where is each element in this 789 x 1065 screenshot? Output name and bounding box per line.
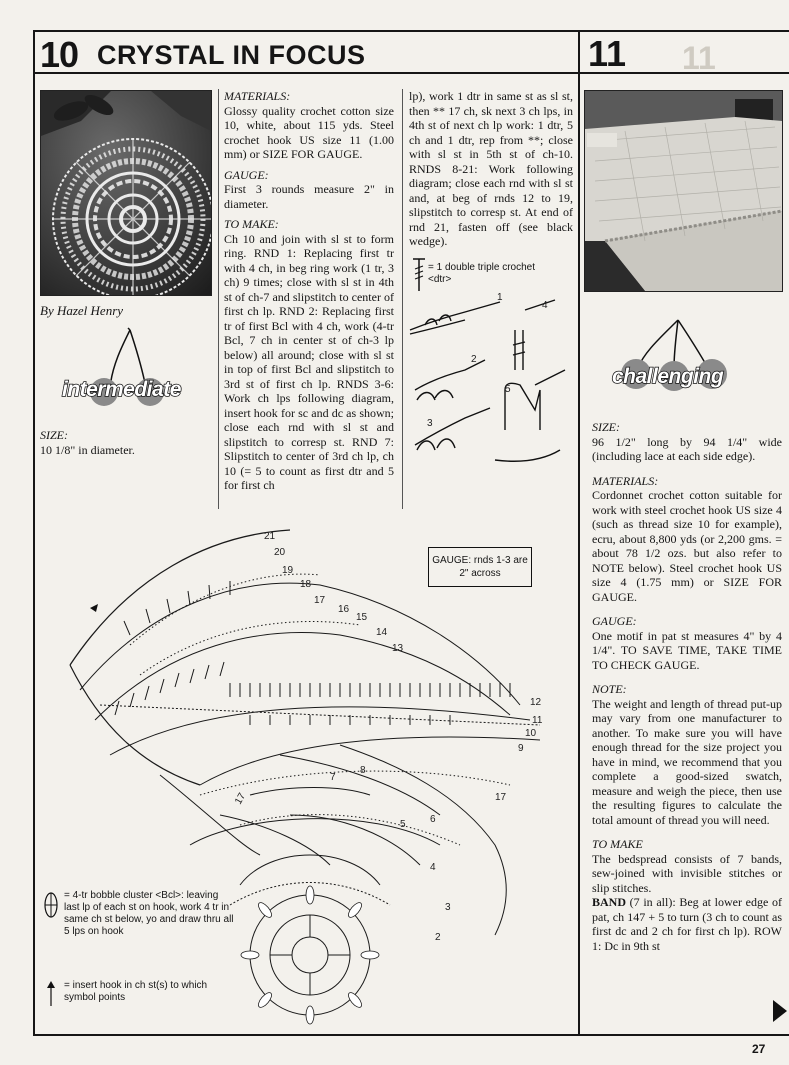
- gauge-heading: GAUGE:: [224, 167, 269, 182]
- legend-bobble: = 4-tr bobble cluster <Bcl>: leaving last lp of each st on hook, work 4 tr in same ch st below, yo and draw thru all 5 lps on hook: [64, 890, 234, 937]
- materials-text: Cordonnet crochet cotton suitable for work with steel crochet hook US size 4 (such as thread size 10 for example), ecru, about 8,800 yds (or 2,200 gms. = about 78 1/2 ozs. but also refer to NOTE below). Steel crochet hook US size 4 (1.75 mm) or SIZE FOR GAUGE.: [592, 488, 782, 604]
- byline: By Hazel Henry: [40, 303, 124, 318]
- bobble-cluster-icon: [42, 890, 60, 920]
- doily-size: [40, 428, 135, 457]
- instructions-continued: [409, 89, 573, 249]
- skill-level-badge: intermediate: [62, 378, 181, 401]
- tomake-heading: TO MAKE: [592, 837, 643, 851]
- step-label: 3: [427, 418, 433, 429]
- size-text: 96 1/2" long by 94 1/4" wide (including lace at each side edge).: [592, 434, 782, 463]
- round-label: 14: [376, 627, 388, 638]
- round-label: 19: [282, 565, 294, 576]
- round-label: 21: [264, 531, 276, 542]
- materials-heading: MATERIALS:: [592, 473, 659, 488]
- size-text: 10 1/8" in diameter.: [40, 442, 135, 457]
- round-label: 17: [314, 595, 326, 606]
- materials-heading: MATERIALS:: [224, 89, 291, 103]
- continued-text: lp), work 1 dtr in same st as sl st, then ** 17 ch, sk next 3 ch lps, in 4th st of next ch lp work: 1 dtr, 5 ch and 1 dtr, rep from **; close with sl st in 5th st of ch-10. RNDS 8-21: Work following diagram; close each rnd with sl st and, at beg of rnds 12 to 19, slipstitch to corresp st. At end of rnd 21, fasten off (see black wedge).: [409, 89, 573, 248]
- round-label: 20: [274, 547, 286, 558]
- continue-arrow-icon: [773, 1000, 787, 1022]
- materials-text: Glossy quality crochet cotton size 10, white, about 115 yds. Steel crochet hook US size 11 (1.00 mm) or SIZE FOR GAUGE.: [224, 103, 394, 161]
- round-label: 17: [233, 791, 249, 807]
- gauge-text: One motif in pat st measures 4" by 4 1/4". TO SAVE TIME, TAKE TIME TO CHECK GAUGE.: [592, 628, 782, 672]
- round-label: 5: [400, 819, 406, 830]
- round-label: 18: [300, 579, 312, 590]
- insert-arrow-icon: [44, 980, 58, 1008]
- bedspread-photo: [584, 90, 783, 292]
- size-heading: SIZE:: [592, 420, 620, 434]
- project-number-left: 10: [40, 34, 79, 75]
- show-through-number: 11: [682, 40, 716, 76]
- note-heading: NOTE:: [592, 682, 627, 696]
- legend-insert: = insert hook in ch st(s) to which symbol points: [64, 980, 208, 1003]
- crochet-chart: [40, 515, 575, 1035]
- round-label: 8: [360, 765, 366, 776]
- gauge-text: First 3 rounds measure 2" in diameter.: [224, 182, 394, 211]
- page-title: CRYSTAL IN FOCUS: [97, 40, 366, 70]
- round-label: 12: [530, 697, 542, 708]
- column-rule: [402, 89, 403, 509]
- round-label: 9: [518, 743, 524, 754]
- step-label: 4: [542, 300, 548, 311]
- round-label: 4: [430, 862, 436, 873]
- legend-dtr: = 1 double triple crochet <dtr>: [428, 262, 536, 285]
- round-label: 11: [532, 715, 543, 726]
- round-label: 7: [330, 772, 336, 783]
- step-label: 1: [497, 292, 503, 303]
- dtr-symbol-icon: [410, 257, 428, 293]
- round-label: 13: [392, 643, 404, 654]
- round-label: 17: [495, 792, 507, 803]
- round-label: 15: [356, 612, 368, 623]
- band-label: BAND: [592, 895, 627, 909]
- doily-photo: [40, 90, 212, 296]
- round-label: 2: [435, 932, 441, 943]
- round-label: 6: [430, 814, 436, 825]
- band-paragraph: [592, 895, 782, 953]
- tomake-heading: TO MAKE:: [224, 217, 279, 231]
- tomake-text: The bedspread consists of 7 bands, sew-joined with invisible stitches or slip stitches.: [592, 851, 782, 895]
- round-label: 3: [445, 902, 451, 913]
- bedspread-instructions: [592, 420, 782, 1032]
- tomake-text: Ch 10 and join with sl st to form ring. RND 1: Replacing first tr with 4 ch, in beg ring work (1 tr, 3 ch) 9 times; close with sl st in 4th st of ch-7 and slipstitch to center of first ch lp. RND 2: Replacing first tr of first Bcl with 4 ch, work (4-tr Bcl, 7 ch in center st of ch-3 lp below) all around; close with sl st in top of first Bcl and slipstitch to 3rd st of first ch lp. RNDS 3-6: Work ch lps following diagram, insert hook for sc and dc as shown; close each rnd with sl st and slipstitch to corresp st. RND 7: Slipstitch to center of 3rd ch lp, ch 10 (= 5 to count as first dtr and 5 for first ch: [224, 231, 394, 492]
- step-label: 5: [505, 384, 511, 395]
- step-label: 2: [471, 354, 477, 365]
- project-number-right: 11: [588, 33, 627, 74]
- gauge-heading: GAUGE:: [592, 614, 637, 628]
- instructions-column: [224, 89, 394, 514]
- column-rule: [218, 89, 219, 509]
- dtr-step-illustrations: [405, 290, 575, 470]
- gauge-box: GAUGE: rnds 1-3 are 2" across: [428, 547, 532, 587]
- note-text: The weight and length of thread put-up may vary from one manufacturer to another. To make sure you will have enough thread for the size project you have in mind, we recommend that you complete a good-sized swatch, measure and weigh the piece, then use the resulting figures to calculate the total amount of thread you will need.: [592, 696, 782, 827]
- column-divider: [578, 30, 580, 1036]
- round-label: 16: [338, 604, 350, 615]
- round-label: 10: [525, 728, 537, 739]
- size-heading: SIZE:: [40, 428, 68, 442]
- band-text: (7 in all): Beg at lower edge of pat, ch 147 + 5 to turn (3 ch to count as first dc and 2 ch for first ch lp). ROW 1: Dc in 9th st: [592, 895, 782, 953]
- skill-level-badge: challenging: [612, 365, 724, 388]
- page-number: 27: [752, 1042, 766, 1056]
